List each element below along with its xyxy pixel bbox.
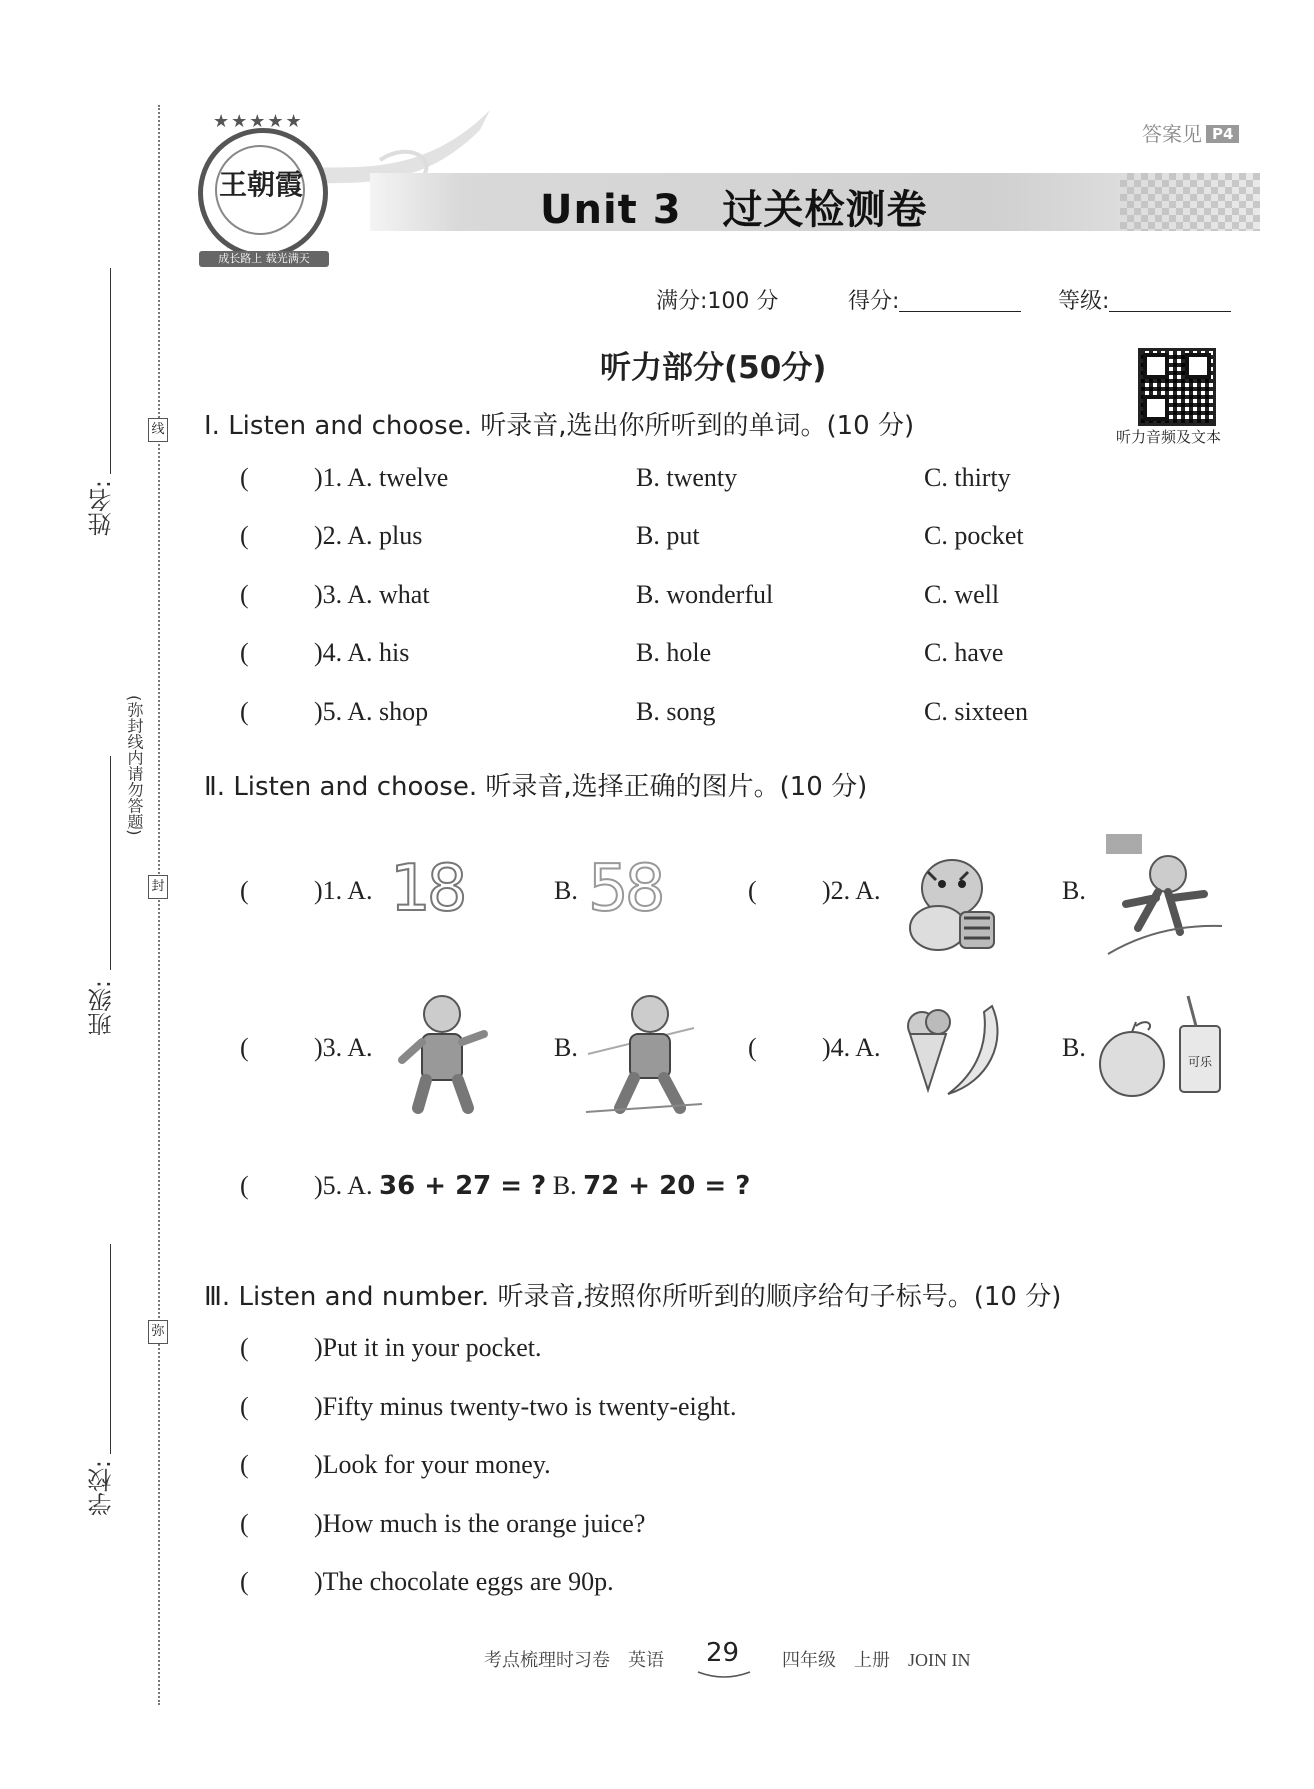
s2-q3-label: )3. A. [314, 1033, 373, 1062]
margin-mark-feng: 封 [148, 875, 168, 899]
qr-caption: 听力音频及文本 [1116, 428, 1222, 446]
school-blank[interactable] [110, 1244, 111, 1454]
answer-paren[interactable]: ( [240, 1450, 249, 1479]
s1-item1-a: )1. A. twelve [314, 463, 449, 492]
s2-q4-b-label: B. [1062, 1033, 1086, 1062]
s3-item1: )Put it in your pocket. [314, 1333, 542, 1362]
footer-right: 四年级 上册 JOIN IN [782, 1650, 971, 1670]
margin-mark-xian: 线 [148, 418, 168, 442]
s1-item4-a: )4. A. his [314, 638, 410, 667]
s3-item5: )The chocolate eggs are 90p. [314, 1567, 614, 1596]
s1-item3-c: C. well [924, 580, 1000, 609]
s1-item3-b: B. wonderful [636, 580, 774, 609]
qr-code-icon [1138, 348, 1216, 426]
logo-brand-text: 王朝霞 [219, 168, 304, 201]
s1-item4-c: C. have [924, 638, 1004, 667]
s1-item1-c: C. thirty [924, 463, 1011, 492]
s2-q5-label: )5. A. 36 + 27 = ? B. 72 + 20 = ? [314, 1171, 751, 1201]
tiger-running-icon [1098, 828, 1226, 960]
class-blank[interactable] [110, 756, 111, 970]
tiger-eating-icon [898, 852, 1006, 956]
school-label: 学校: [88, 1460, 116, 1517]
number-18-picture: 18 [390, 852, 464, 926]
answer-paren[interactable]: ( [240, 1333, 249, 1362]
answer-paren[interactable]: ( [240, 697, 249, 726]
binding-dotted-line [158, 105, 160, 1705]
s1-item5-b: B. song [636, 697, 716, 726]
s1-item1-b: B. twenty [636, 463, 738, 492]
s3-item2: )Fifty minus twenty-two is twenty-eight. [314, 1392, 737, 1421]
section1-title: Ⅰ. Listen and choose. 听录音,选出你所听到的单词。(10 分) [204, 411, 915, 441]
answer-paren[interactable]: ( [240, 638, 249, 667]
answer-paren[interactable]: ( [240, 463, 249, 492]
s1-item2-c: C. pocket [924, 521, 1024, 550]
score-field[interactable]: 得分: [848, 284, 1021, 315]
brand-logo [198, 111, 328, 265]
answer-paren[interactable]: ( [240, 1033, 249, 1062]
s1-item2-b: B. put [636, 521, 700, 550]
tiger-standing-icon [392, 990, 496, 1114]
s3-item3: )Look for your money. [314, 1450, 551, 1479]
answer-paren[interactable]: ( [240, 1567, 249, 1596]
name-blank[interactable] [110, 268, 111, 474]
listening-part-heading: 听力部分(50分) [600, 350, 827, 386]
s2-q4-label: )4. A. [822, 1033, 881, 1062]
footer-left: 考点梳理时习卷 英语 [484, 1650, 664, 1670]
answer-paren[interactable]: ( [240, 521, 249, 550]
answer-reference: 答案见 P4 [1142, 118, 1239, 147]
class-label: 班级: [88, 980, 116, 1037]
apple-cola-icon [1096, 992, 1228, 1104]
s1-item5-c: C. sixteen [924, 697, 1028, 726]
section2-title: Ⅱ. Listen and choose. 听录音,选择正确的图片。(10 分) [204, 772, 868, 802]
name-label: 姓名: [88, 480, 116, 537]
answer-page-badge: P4 [1206, 125, 1239, 143]
answer-paren[interactable]: ( [240, 1509, 249, 1538]
stars-icon: ★★★★★ [213, 111, 304, 132]
s2-q1-label: )1. A. [314, 876, 373, 905]
answer-paren[interactable]: ( [748, 1033, 757, 1062]
answer-paren[interactable]: ( [240, 876, 249, 905]
s2-q2-b-label: B. [1062, 876, 1086, 905]
s2-q5-b-expr: 72 + 20 = ? [583, 1171, 751, 1201]
icecream-banana-icon [898, 1002, 1004, 1098]
s3-item4: )How much is the orange juice? [314, 1509, 646, 1538]
answer-paren[interactable]: ( [240, 1171, 249, 1200]
s2-q2-label: )2. A. [822, 876, 881, 905]
page-number-underline [696, 1670, 752, 1680]
page-title: Unit 3 过关检测卷 [540, 187, 928, 233]
margin-note: (弥封线内请勿答题) [125, 694, 144, 836]
page-number: 29 [706, 1638, 740, 1668]
s2-q1-b-label: B. [554, 876, 578, 905]
s1-item4-b: B. hole [636, 638, 712, 667]
margin-mark-mi: 弥 [148, 1320, 168, 1344]
s1-item5-a: )5. A. shop [314, 697, 429, 726]
answer-paren[interactable]: ( [240, 580, 249, 609]
tiger-walking-icon [584, 988, 704, 1114]
banner-checker-pattern [1120, 173, 1260, 231]
s2-q5-a-expr: 36 + 27 = ? [379, 1171, 547, 1201]
s1-item3-a: )3. A. what [314, 580, 430, 609]
s2-q3-b-label: B. [554, 1033, 578, 1062]
logo-slogan: 成长路上 载光满天 [199, 251, 329, 267]
answer-paren[interactable]: ( [240, 1392, 249, 1421]
s1-item2-a: )2. A. plus [314, 521, 423, 550]
section3-title: Ⅲ. Listen and number. 听录音,按照你所听到的顺序给句子标号。(10 分) [204, 1282, 1062, 1312]
number-58-picture: 58 [588, 852, 662, 926]
full-score: 满分:100 分 [656, 289, 779, 314]
cola-label: 可乐 [1187, 1055, 1213, 1069]
grade-field[interactable]: 等级: [1058, 284, 1231, 315]
answer-paren[interactable]: ( [748, 876, 757, 905]
